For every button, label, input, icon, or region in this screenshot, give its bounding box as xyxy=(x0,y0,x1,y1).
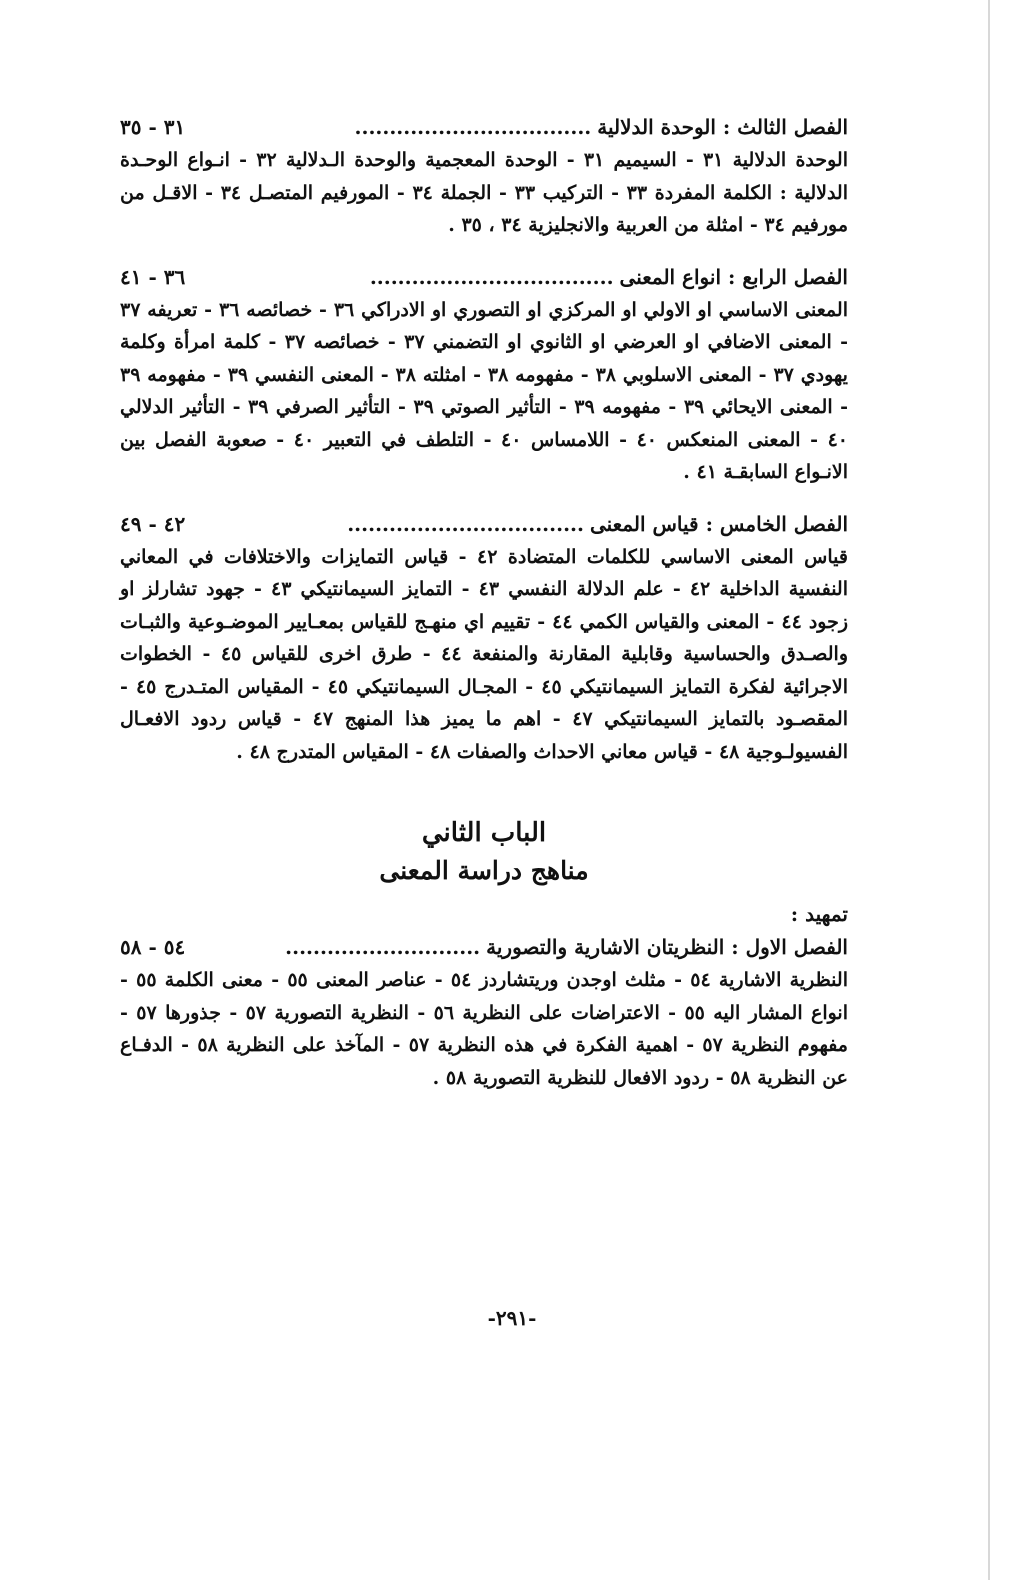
chapter-title-row xyxy=(120,260,848,294)
chapter-title-row xyxy=(120,930,848,964)
chapter-5 xyxy=(120,507,848,769)
introduction-label: تمهيد : xyxy=(790,902,848,926)
chapter-4 xyxy=(120,260,848,489)
chapter-title: الفصل الخامس : قياس المعنى xyxy=(589,511,848,536)
chapter-title: الفصل الاول : النظريتان الاشارية والتصورية xyxy=(486,935,848,959)
chapter-title: الفصل الرابع : انواع المعنى xyxy=(619,264,848,289)
leader-dots: ................................... xyxy=(369,264,614,289)
page-range: ٣٦ - ٤١ xyxy=(120,264,186,289)
chapter-contents: النظرية الاشارية ٥٤ - مثلث اوجدن وريتشاردز ٥٤ - عناصر المعنى ٥٥ - معنى الكلمة ٥٥ - انواع المشار اليه ٥٥ - الاعتراضات على النظرية ٥٦ - النظرية التصورية ٥٧ - جذورها ٥٧ - مفهوم النظرية ٥٧ - اهمية الفكرة في هذه النظرية ٥٧ - المآخذ على النظرية ٥٨ - الدفـاع عن النظرية ٥٨ - ردود الافعال للنظرية التصورية ٥٨ . xyxy=(120,969,848,1089)
chapter-title-row xyxy=(120,507,848,541)
chapter-contents: الوحدة الدلالية ٣١ - السيميم ٣١ - الوحدة المعجمية والوحدة الـدلالية ٣٢ - انـواع الوحـدة الدلالية : الكلمة المفردة ٣٣ - التركيب ٣٣ - الجملة ٣٤ - المورفيم المتصـل ٣٤ - الاقـل من مورفيم ٣٤ - امثلة من العربية والانجليزية ٣٤ ، ٣٥ . xyxy=(120,149,849,236)
chapter-title-row xyxy=(120,110,848,144)
leader-dots: ............................ xyxy=(285,935,481,959)
toc-page xyxy=(120,110,848,1112)
chapter-3 xyxy=(120,110,848,242)
leader-dots: .................................. xyxy=(354,115,592,139)
part-heading xyxy=(120,814,848,890)
chapter-contents: قياس المعنى الاساسي للكلمات المتضادة ٤٢ - قياس التمايزات والاختلافات في المعاني النفسية الداخلية ٤٢ - علم الدلالة النفسي ٤٣ - التمايز السيمانتيكي ٤٣ - جهود تشارلز او زجود ٤٤ - المعنى والقياس الكمي ٤٤ - تقييم اي منهـج للقياس بمعـايير الموضـوعية والثبـات والصـدق والحساسية وقابلية المقارنة والمنفعة ٤٤ - طرق اخرى للقياس ٤٥ - الخطوات الاجرائية لفكرة التمايز السيمانتيكي ٤٥ - المجـال السيمانتيكي ٤٥ - المقياس المتـدرج ٤٥ - المقصـود بالتمايز السيمانتيكي ٤٧ - اهم ما يميز هذا المنهج ٤٧ - قياس ردود الافعـال الفسيولـوجية ٤٨ - قياس معاني الاحداث والصفات ٤٨ - المقياس المتدرج ٤٨ . xyxy=(120,545,849,763)
part2-chapter-1 xyxy=(120,930,848,1094)
page-number: -٢٩١- xyxy=(487,1306,537,1330)
page-range: ٣١ - ٣٥ xyxy=(120,115,186,139)
chapter-title: الفصل الثالث : الوحدة الدلالية xyxy=(597,115,848,139)
page-edge-line xyxy=(988,0,990,1580)
part-subtitle: مناهج دراسة المعنى xyxy=(379,856,589,885)
page-range: ٥٤ - ٥٨ xyxy=(120,935,186,959)
leader-dots: .................................. xyxy=(347,511,584,536)
part-title: الباب الثاني xyxy=(421,818,547,848)
chapter-contents: المعنى الاساسي او الاولي او المركزي او التصوري او الادراكي ٣٦ - خصائصه ٣٦ - تعريفه ٣٧ - المعنى الاضافي او العرضي او الثانوي او التضمني ٣٧ - خصائصه ٣٧ - كلمة امرأة وكلمة يهودي ٣٧ - المعنى الاسلوبي ٣٨ - مفهومه ٣٨ - امثلته ٣٨ - المعنى النفسي ٣٩ - مفهومه ٣٩ - المعنى الايحائي ٣٩ - مفهومه ٣٩ - التأثير الصوتي ٣٩ - التأثير الصرفي ٣٩ - التأثير الدلالي ٤٠ - المعنى المنعكس ٤٠ - اللامساس ٤٠ - التلطف في التعبير ٤٠ - صعوبة الفصل بين الانـواع السابقـة ٤١ . xyxy=(120,298,848,483)
page-range: ٤٢ - ٤٩ xyxy=(120,511,186,536)
